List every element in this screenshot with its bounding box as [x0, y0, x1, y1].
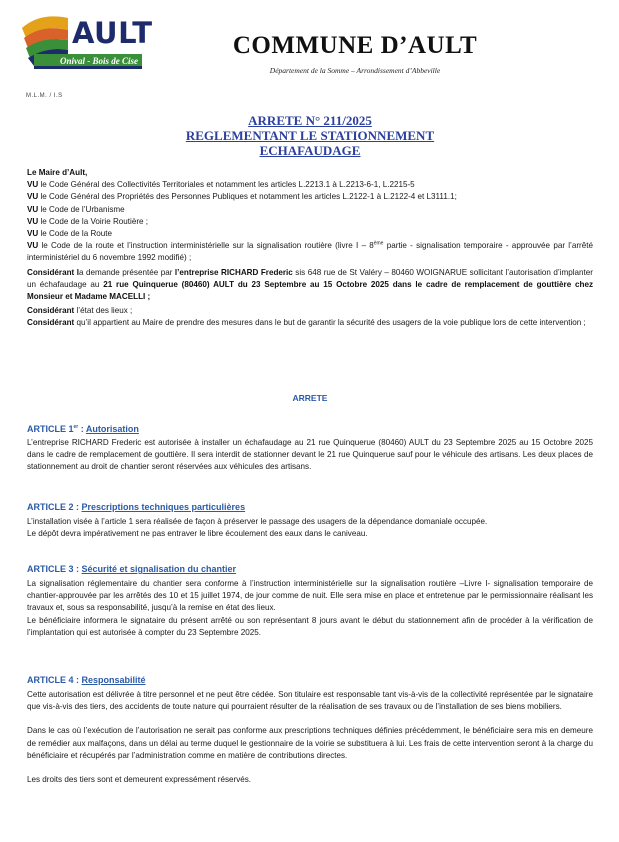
article-2-paragraph-2: Le dépôt devra impérativement ne pas entraver le libre écoulement des eaux dans le caniveau. — [27, 529, 368, 539]
vu-line-4: VU le Code de la Voirie Routière ; — [27, 216, 149, 226]
article-4-heading: ARTICLE 4 : Responsabilité — [27, 675, 146, 685]
article-1-heading: ARTICLE 1er : Autorisation — [27, 424, 139, 434]
vu-line-1: VU le Code Général des Collectivités Territoriales et notamment les articles L.2213.1 à L.2213-6-1, L.2215-5 — [27, 180, 415, 190]
article-2-text — [27, 516, 593, 540]
vu-line-5: VU le Code de la Route — [27, 229, 113, 239]
article-4-paragraph-2: Dans le cas où l’exécution de l’autorisation ne serait pas conforme aux prescriptions techniques définies précédemment, le bénéficiaire sera mis en demeure de remédier aux malfaçons, dans un délai au terme duquel le gestionnaire de la voirie se substituera à lui. Les frais de cette intervention seront à la charge du bénéficiaire et récupérés par l’administration comme en matière de contributions directes. — [27, 726, 593, 760]
article-1-text: L’entreprise RICHARD Frederic est autorisée à installer un échafaudage au 21 rue Quinquerue (80460) AULT du 23 Septembre 2025 au 15 Octobre 2025 dans le cadre de remplacement de gouttière. Il sera interdit de stationner devant le 21 rue Quinquerue sauf pour le véhicule des artisans. Les deux places de stationnement au droit de chantier seront réservées aux véhicules des artisans. — [27, 438, 593, 472]
article-3-paragraph-2: Le bénéficiaire informera le signataire du présent arrêté ou son représentant 8 jours avant le début du stationnement afin de procéder à la vérification de l’implantation qui est autorisée à compter du 23 Septembre 2025. — [27, 615, 593, 637]
maire-line: Le Maire d’Ault, — [27, 168, 88, 177]
article-3-paragraph-1: La signalisation réglementaire du chantier sera conforme à l’instruction interministérielle sur la signalisation routière –Livre I- signalisation temporaire de chantier-approuvée par les arrêtés des 10 et 15 juillet 1974, de jour comme de nuit. Elle sera mise en place et entretenue par le permissionnaire réalisant les travaux et, sous sa responsabilité, jusqu’à la remise en état des lieux. — [27, 579, 593, 613]
article-3-text — [27, 578, 593, 639]
article-4-text — [27, 689, 593, 786]
article-2-heading: ARTICLE 2 : Prescriptions techniques particulières — [27, 502, 246, 512]
article-3-heading: ARTICLE 3 : Sécurité et signalisation du chantier — [27, 564, 237, 574]
article-4-paragraph-1: Cette autorisation est délivrée à titre personnel et ne peut être cédée. Son titulaire est responsable tant vis-à-vis de la collectivité représentée par le signataire que vis-à-vis des tiers, des accidents de toute nature qui pourraient résulter de la réalisation de ses travaux ou de l’installation de ses biens mobiliers. — [27, 690, 593, 712]
arrete-label: ARRETE — [292, 393, 328, 403]
article-4-paragraph-3: Les droits des tiers sont et demeurent expressément réservés. — [27, 775, 252, 785]
reference-initials: M.L.M. / I.S — [26, 93, 63, 99]
town-logo — [20, 8, 153, 80]
logo-title: AULT — [72, 16, 153, 50]
arrete-subject: REGLEMENTANT LE STATIONNEMENT — [185, 128, 435, 143]
considerant-2: Considérant l’état des lieux ; — [27, 306, 133, 316]
department-line: Département de la Somme – Arrondissement d’Abbeville — [269, 66, 441, 75]
arrete-number: ARRETE N° 211/2025 — [248, 113, 372, 128]
vu-line-2: VU le Code Général des Propriétés des Personnes Publiques et notamment les articles L.2122-1 à L.2122-4 et L3111.1; — [27, 192, 457, 202]
considerant-3: Considérant qu’il appartient au Maire de prendre des mesures dans le but de garantir la sécurité des usagers de la voie publique lors de cette intervention ; — [27, 318, 586, 328]
vu-line-3: VU le Code de l’Urbanisme — [27, 204, 125, 214]
preamble — [27, 167, 593, 330]
commune-title: COMMUNE D’AULT — [232, 32, 478, 59]
article-2-paragraph-1: L’installation visée à l’article 1 sera réalisée de façon à préserver le passage des usagers de la dépendance domaniale occupée. — [27, 517, 488, 526]
logo-subtitle: Onival - Bois de Cise — [60, 56, 138, 66]
considerant-1: Considérant la demande présentée par l’entreprise RICHARD Frederic sis 648 rue de St Valéry – 80460 WOIGNARUE sollicitant l’autorisation d’implanter un échafaudage au 21 rue Quinquerue (80460) AULT du 23 Septembre au 15 Octobre 2025 dans le cadre de remplacement de gouttière chez Monsieur et Madame MACELLI ; — [27, 267, 593, 302]
arrete-subject-2: ECHAFAUDAGE — [259, 143, 361, 158]
vu-line-6: VU le Code de la route et l’instruction interministérielle sur la signalisation routière (livre I – 8ème partie - signalisation temporaire - approuvée par l’arrêté interministériel du 6 novembre 1992 modifié) ; — [27, 240, 594, 263]
